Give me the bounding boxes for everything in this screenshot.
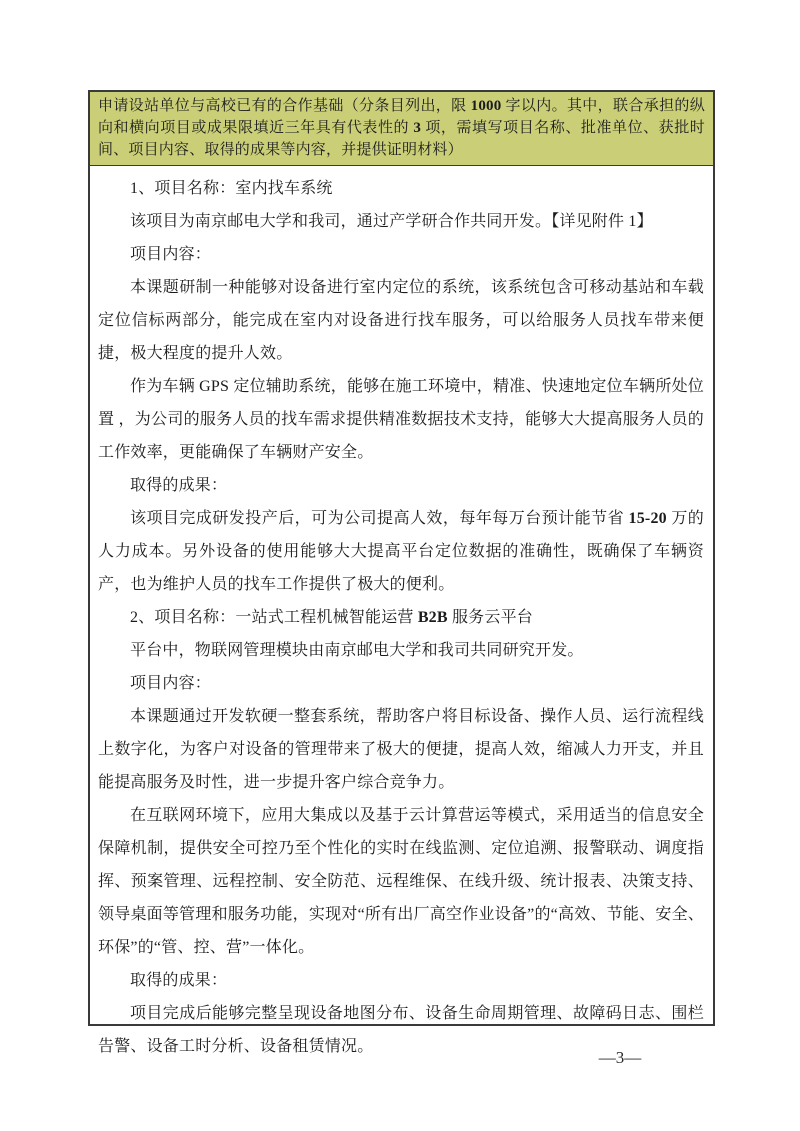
body-paragraph: 平台中，物联网管理模块由南京邮电大学和我司共同研究开发。 (130, 642, 584, 659)
body-paragraph: 本课题研制一种能够对设备进行室内定位的系统，该系统包含可移动基站和车载定位信标两部分，能完成在室内对设备进行找车服务，可以给服务人员找车带来便捷，极大程度的提升人效。 (98, 279, 704, 362)
body-paragraph: 1、项目名称：室内找车系统 (130, 180, 333, 197)
table-body-cell (90, 166, 713, 1055)
page-number-label: —3— (598, 1048, 642, 1067)
body-paragraph: 作为车辆 GPS 定位辅助系统，能够在施工环境中，精准、快速地定位车辆所处位置 ，为公司的服务人员的找车需求提供精准数据技术支持，能够大大提高服务人员的工作效率，更能确保了车辆财产安全。 (98, 378, 704, 461)
body-paragraph: 本课题通过开发软硬一整套系统，帮助客户将目标设备、操作人员、运行流程线上数字化，为客户对设备的管理带来了极大的便捷，提高人效，缩减人力开支，并且能提高服务及时性，进一步提升客户综合竞争力。 (98, 708, 704, 791)
table-header-cell (90, 92, 713, 166)
body-paragraph: 该项目为南京邮电大学和我司，通过产学研合作共同开发。【详见附件 1】 (130, 213, 653, 230)
body-paragraph: 项目内容： (130, 675, 212, 692)
body-paragraph: 取得的成果： (130, 477, 228, 494)
body-paragraph: 项目内容： (130, 246, 212, 263)
cooperation-basis-table (88, 90, 715, 1055)
body-paragraph: 2、项目名称：一站式工程机械智能运营 B2B 服务云平台 (130, 609, 533, 626)
page-number (0, 1048, 800, 1068)
body-paragraph: 项目完成后能够完整呈现设备地图分布、设备生命周期管理、故障码日志、围栏告警、设备工时分析、设备租赁情况。 (98, 1005, 704, 1055)
body-paragraph: 在互联网环境下，应用大集成以及基于云计算营运等模式，采用适当的信息安全保障机制，提供安全可控乃至个性化的实时在线监测、定位追溯、报警联动、调度指挥、预案管理、远程控制、安全防范、远程维保、在线升级、统计报表、决策支持、领导桌面等管理和服务功能，实现对“所有出厂高空作业设备”的“高效、节能、安全、环保”的“管、控、营”一体化。 (98, 807, 704, 956)
body-paragraph: 该项目完成研发投产后，可为公司提高人效，每年每万台预计能节省 15-20 万的人力成本。另外设备的使用能够大大提高平台定位数据的准确性，既确保了车辆资产，也为维护人员的找车工作提供了极大的便利。 (98, 510, 704, 593)
body-paragraph: 取得的成果： (130, 972, 228, 989)
header-question-text: 申请设站单位与高校已有的合作基础（分条目列出，限 1000 字以内。其中，联合承担的纵向和横向项目或成果限填近三年具有代表性的 3 项，需填写项目名称、批准单位、获批时间、项目内容、取得的成果等内容，并提供证明材料） (98, 98, 705, 158)
